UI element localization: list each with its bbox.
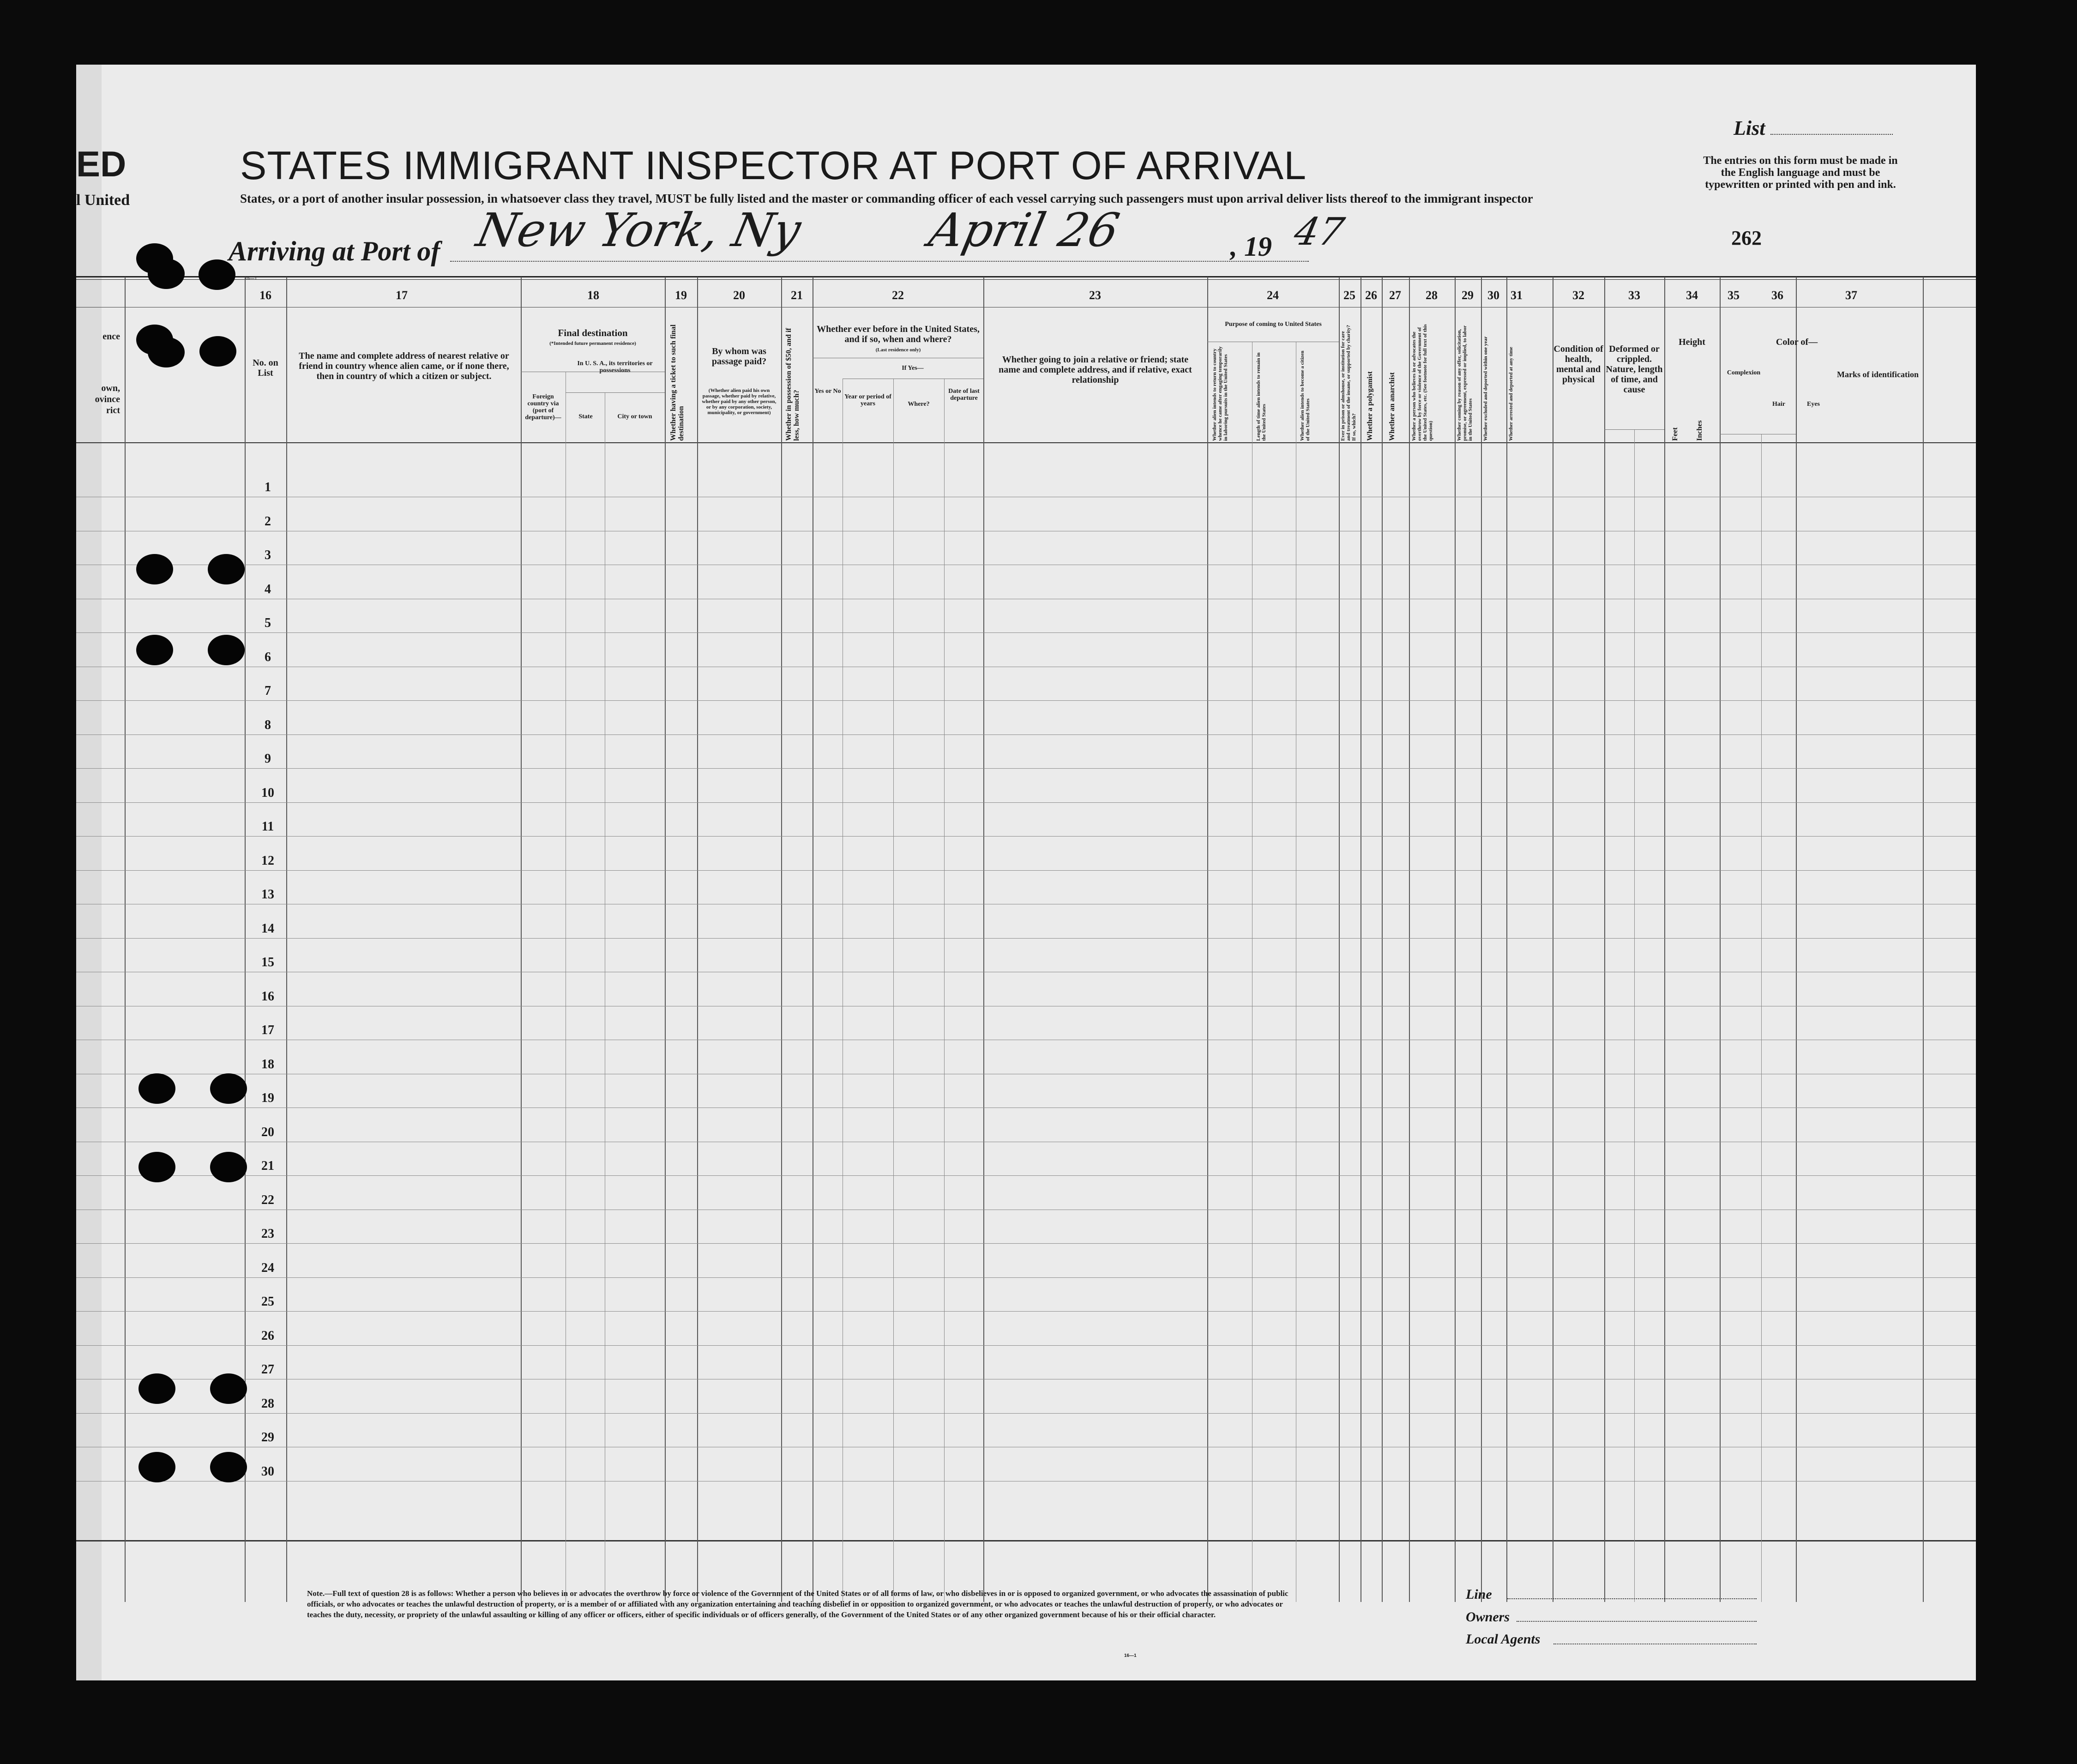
row-number: 4: [265, 582, 271, 596]
row-number: 26: [261, 1328, 274, 1343]
header-year-or-period: Year or period of years: [844, 393, 891, 407]
col-number-33: 33: [1628, 289, 1640, 302]
line-label: Line: [1466, 1587, 1492, 1602]
handwritten-year: 47: [1290, 210, 1348, 254]
header-return-intent: Whether alien intends to return to country whence he came after engaging temporarily in laboring pursuits in the United States: [1212, 346, 1228, 441]
owners-blank: [1517, 1621, 1757, 1622]
header-going-to-join: Whether going to join a relative or friend; state name and complete address, and if relative, exact relationship: [999, 355, 1192, 385]
left-header-district: rict: [106, 405, 120, 415]
col-divider: [1796, 277, 1797, 1602]
row-line: [76, 1345, 1976, 1346]
header-complexion: Complexion: [1727, 369, 1761, 376]
col-divider: [1409, 277, 1410, 1602]
punch-hole: [138, 1452, 175, 1482]
punch-hole: [136, 554, 173, 584]
header-in-usa: In U. S. A., its territories or possessions: [577, 360, 653, 374]
row-number: 22: [261, 1192, 274, 1207]
local-agents-label: Local Agents: [1466, 1632, 1541, 1647]
col-divider: [697, 277, 698, 1602]
row-number: 16: [261, 989, 274, 1004]
header-passage-note: (Whether alien paid his own passage, whether paid by relative, whether paid by any other person, or by any corporation, society, municipality, or government): [702, 388, 777, 415]
header-polygamist: Whether a polygamist: [1366, 371, 1374, 441]
row-line: [76, 870, 1976, 871]
header-marks-identification: Marks of identification: [1837, 370, 1919, 379]
punch-hole: [138, 1373, 175, 1404]
header-final-destination-note: (*Intended future permanent residence): [549, 341, 636, 346]
form-title: STATES IMMIGRANT INSPECTOR AT PORT OF ARRIVAL: [240, 144, 1307, 188]
row-line: [76, 1243, 1976, 1244]
col-number-30: 30: [1487, 289, 1499, 302]
header-deformed: Deformed or crippled. Nature, length of time, and cause: [1606, 344, 1663, 395]
list-blank-line: [1770, 134, 1893, 135]
col-divider: [983, 277, 984, 1602]
punch-hole: [210, 1452, 247, 1482]
header-condition-health: Condition of health, mental and physical: [1553, 344, 1603, 385]
col-divider: [944, 379, 945, 1602]
col-divider: [1455, 277, 1456, 1602]
header-purpose: Purpose of coming to United States: [1225, 321, 1322, 328]
col-number-27: 27: [1389, 289, 1401, 302]
row-number: 10: [261, 785, 274, 800]
list-label: List: [1734, 117, 1765, 139]
header-state: State: [578, 413, 593, 420]
form-code-mid: 16—1: [245, 276, 257, 281]
col-number-24: 24: [1267, 289, 1279, 302]
row-number: 18: [261, 1057, 274, 1072]
col-divider: [1506, 277, 1507, 1602]
header-inches: Inches: [1696, 420, 1704, 441]
grid-bottom-rule: [76, 1540, 1976, 1541]
header-nearest-relative: The name and complete address of nearest relative or friend in country whence alien came, or if none there, then in country of which a citizen or subject.: [299, 351, 509, 381]
col-number-28: 28: [1426, 289, 1438, 302]
punch-hole: [208, 635, 245, 665]
punch-hole: [210, 1152, 247, 1182]
subhead-line: [1604, 429, 1664, 430]
row-line: [76, 734, 1976, 735]
header-anarchist: Whether an anarchist: [1388, 372, 1396, 441]
row-line: [76, 802, 1976, 803]
handwritten-date: April 26: [924, 203, 1124, 257]
footnote-question-28: Note.—Full text of question 28 is as follows: Whether a person who believes in or advocates the overthrow by force or violence of the Government of the United States or of all forms of law, or who disbelieves in or is opposed to organized government, or who advocates the assassination of public officials, or who advocates or teaches the unlawful destruction of property, or is a member of or affiliated with any organization entertaining and teaching disbelief in or opposition to organized government, or who advocates or teaches the unlawful destruction of property, or who advocates or teaches the duty, necessity, or propriety of the unlawful assaulting or killing of any officer or officers, either of specific individuals or of officers generally, of the Government of the United States or of any other organized government because of his or their official character.: [307, 1589, 1288, 1619]
header-color-of: Color of—: [1776, 337, 1818, 347]
header-date-last-departure: Date of last departure: [948, 388, 980, 402]
col-divider: [1720, 277, 1721, 1602]
col-number-25: 25: [1343, 289, 1355, 302]
col-number-18: 18: [587, 289, 599, 302]
header-ticket: Whether having a ticket to such final destination: [669, 324, 685, 441]
punch-hole: [136, 635, 173, 665]
col-divider: [125, 277, 126, 1602]
row-number: 17: [261, 1023, 274, 1037]
header-ever-before: Whether ever before in the United States, and if so, when and where?: [817, 324, 980, 344]
col-number-17: 17: [396, 289, 408, 302]
row-number: 2: [265, 514, 271, 529]
left-header-province: ovince: [95, 394, 120, 404]
row-number: 12: [261, 853, 274, 868]
col-number-35: 35: [1728, 289, 1740, 302]
col-number-22: 22: [892, 289, 904, 302]
arriving-label: Arriving at Port of: [229, 236, 440, 266]
owners-label: Owners: [1466, 1609, 1510, 1625]
row-number: 27: [261, 1362, 274, 1377]
header-yes-or-no: Yes or No: [814, 388, 841, 395]
row-line: [76, 938, 1976, 939]
row-number: 8: [265, 717, 271, 732]
subhead-line: [566, 392, 665, 393]
col-divider: [781, 277, 782, 1602]
row-line: [76, 1175, 1976, 1176]
row-number: 23: [261, 1227, 274, 1241]
row-number: 19: [261, 1091, 274, 1105]
form-subtitle: States, or a port of another insular possession, in whatsoever class they travel, MUST be fully listed and the master or commanding officer of each vessel carrying such passengers must upon arrival deliver lists thereof to the immigrant inspector: [240, 192, 1533, 205]
col-number-31: 31: [1511, 289, 1523, 302]
row-line: [76, 836, 1976, 837]
row-line: [76, 1311, 1976, 1312]
header-ever-before-note: (Last residence only): [875, 347, 921, 353]
col-number-20: 20: [733, 289, 745, 302]
col-number-36: 36: [1771, 289, 1783, 302]
row-line: [76, 1413, 1976, 1414]
col-divider: [1481, 277, 1482, 1602]
row-number: 30: [261, 1464, 274, 1479]
header-final-destination: Final destination: [558, 327, 628, 338]
row-number: 13: [261, 887, 274, 902]
header-excluded-deported: Whether excluded and deported within one year: [1483, 336, 1488, 441]
row-number: 25: [261, 1294, 274, 1309]
header-rule-second: [76, 279, 1976, 280]
punch-hole: [148, 259, 185, 289]
line-blank: [1507, 1598, 1757, 1599]
header-where: Where?: [908, 401, 930, 408]
header-length-of-stay: Length of time alien intends to remain in the United States: [1256, 352, 1267, 441]
row-number: 5: [265, 616, 271, 630]
arriving-dotted-line: [450, 261, 1309, 262]
col-divider: [1604, 277, 1605, 1602]
col-divider: [665, 277, 666, 1602]
row-number: 14: [261, 921, 274, 936]
row-number: 11: [261, 819, 274, 834]
col-divider: [1207, 277, 1208, 1602]
left-header-town: own,: [101, 383, 120, 393]
col-divider: [1339, 277, 1340, 1602]
entries-note: The entries on this form must be made in the English language and must be typewritten or printed with pen and ink.: [1703, 155, 1898, 191]
header-arrested-deported: Whether arrested and deported at any time: [1508, 347, 1514, 441]
punch-hole: [199, 259, 235, 290]
row-number: 9: [265, 752, 271, 766]
col-number-32: 32: [1572, 289, 1584, 302]
header-fifty-dollars: Whether in possession of $50, and if less, how much?: [785, 328, 801, 441]
col-number-37: 37: [1845, 289, 1857, 302]
header-city-or-town: City or town: [617, 413, 652, 420]
punch-hole: [208, 554, 245, 584]
header-no-on-list: No. on List: [253, 358, 278, 378]
row-line: [76, 632, 1976, 633]
header-rule-top: [76, 276, 1976, 277]
row-number: 6: [265, 650, 271, 664]
punch-hole: [148, 337, 185, 367]
col-number-19: 19: [675, 289, 687, 302]
col-divider: [1761, 434, 1762, 1602]
punch-hole: [210, 1373, 247, 1404]
row-number: 7: [265, 684, 271, 698]
header-hair: Hair: [1772, 401, 1785, 408]
row-line: [76, 768, 1976, 769]
col-divider: [521, 277, 522, 1602]
left-header-residence: ence: [102, 331, 120, 342]
header-if-yes: If Yes—: [902, 365, 924, 372]
row-number: 21: [261, 1159, 274, 1173]
row-line: [76, 1277, 1976, 1278]
col-number-29: 29: [1462, 289, 1474, 302]
header-feet: Feet: [1671, 427, 1679, 441]
row-number: 29: [261, 1430, 274, 1445]
header-bottom-rule: [76, 442, 1976, 443]
handwritten-port: New York, Ny: [472, 203, 806, 257]
header-question-28: Whether a person who believes in or advocates the overthrow by force or violence of the Government of the United States, etc. (See footnote for full text of this question): [1411, 324, 1433, 441]
left-fragment-title: ED: [76, 144, 126, 184]
punch-hole: [138, 1073, 175, 1104]
col-divider: [893, 379, 894, 1602]
row-number: 20: [261, 1125, 274, 1139]
punch-hole: [138, 1152, 175, 1182]
col-number-26: 26: [1365, 289, 1377, 302]
row-number: 3: [265, 548, 271, 562]
col-divider: [1634, 429, 1635, 1602]
header-height: Height: [1679, 337, 1705, 347]
punch-hole: [199, 336, 236, 367]
col-divider: [1923, 277, 1924, 1602]
header-prison-almshouse: Ever in prison or almshouse, or institution for care and treatment of the insane, or supported by charity? If so, which?: [1340, 325, 1357, 441]
punch-hole: [210, 1073, 247, 1104]
left-fragment-text: l United: [76, 192, 130, 209]
col-divider: [1664, 277, 1665, 1602]
col-divider: [245, 277, 246, 1602]
header-citizen-intent: Whether alien intends to become a citizen of the United States: [1300, 350, 1311, 441]
header-passage-paid: By whom was passage paid?: [711, 346, 767, 367]
header-eyes: Eyes: [1807, 401, 1820, 408]
col-number-21: 21: [791, 289, 803, 302]
manifest-sheet: [76, 65, 1976, 1680]
row-number: 24: [261, 1260, 274, 1275]
row-line: [76, 700, 1976, 701]
header-labor-offer: Whether coming by reason of any offer, solicitation, promise, or agreement, expressed or implied, to labor in the United States: [1457, 325, 1473, 441]
row-number: 15: [261, 955, 274, 969]
year-prefix: , 19: [1230, 231, 1272, 262]
col-number-16: 16: [259, 289, 271, 302]
footnote-form-code: 16—1: [1124, 1653, 1137, 1658]
header-foreign-country: Foreign country via (port of departure)—: [525, 393, 561, 421]
page-number: 262: [1731, 227, 1762, 249]
row-number: 1: [265, 480, 271, 494]
row-number: 28: [261, 1396, 274, 1411]
col-divider: [1382, 277, 1383, 1602]
col-number-34: 34: [1686, 289, 1698, 302]
col-number-23: 23: [1089, 289, 1101, 302]
